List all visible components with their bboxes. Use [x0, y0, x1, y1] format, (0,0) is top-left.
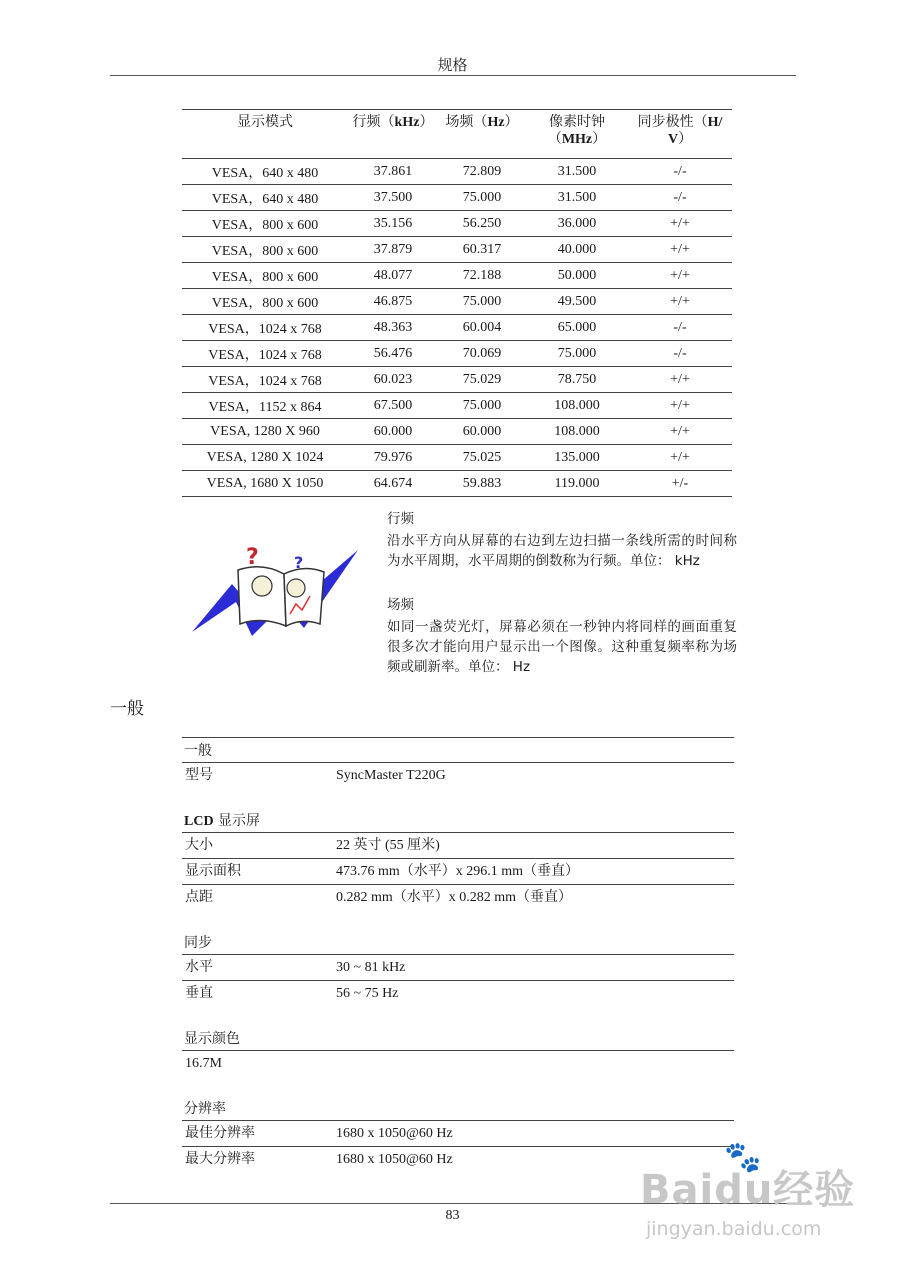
table-row — [182, 185, 732, 211]
character-head-icon — [287, 579, 305, 597]
cell-hfreq: 56.476 — [348, 341, 438, 367]
cell-pixel-clock: 108.000 — [526, 419, 628, 445]
spec-group-title: 分辨率 — [182, 1096, 734, 1121]
page-number: 83 — [445, 1208, 460, 1223]
cell-mode: VESA, 1680 X 1050 — [182, 471, 348, 497]
spec-label: 最大分辨率 — [185, 1151, 255, 1167]
cell-vfreq: 60.317 — [438, 237, 526, 263]
cell-pixel-clock: 31.500 — [526, 159, 628, 185]
spec-group-title: 一般 — [182, 737, 734, 763]
cell-hfreq: 48.363 — [348, 315, 438, 341]
table-row — [182, 419, 732, 445]
spec-label: 水平 — [185, 959, 213, 975]
cell-pixel-clock: 135.000 — [526, 445, 628, 471]
cell-vfreq: 59.883 — [438, 471, 526, 497]
table-row — [182, 159, 732, 185]
spec-general — [182, 737, 734, 788]
header-vfreq: 场频（Hz） — [438, 110, 526, 159]
cell-mode: VESA，1024 x 768 — [182, 315, 348, 341]
question-mark-icon: ? — [246, 545, 259, 570]
table-row — [182, 393, 732, 419]
cell-sync-polarity: -/- — [628, 315, 732, 341]
header-mode: 显示模式 — [182, 110, 348, 159]
cell-mode: VESA，800 x 600 — [182, 289, 348, 315]
spec-row — [182, 885, 734, 910]
cell-sync-polarity: -/- — [628, 341, 732, 367]
cell-pixel-clock: 40.000 — [526, 237, 628, 263]
cell-vfreq: 72.188 — [438, 263, 526, 289]
cell-pixel-clock: 49.500 — [526, 289, 628, 315]
spec-value: 30 ~ 81 kHz — [336, 960, 406, 975]
cell-hfreq: 60.000 — [348, 419, 438, 445]
question-mark-icon: ? — [294, 553, 304, 572]
spec-value: 56 ~ 75 Hz — [336, 986, 399, 1001]
vfreq-title: 场频 — [387, 597, 414, 613]
spec-color — [182, 1026, 734, 1076]
cell-mode: VESA，640 x 480 — [182, 159, 348, 185]
cell-hfreq: 48.077 — [348, 263, 438, 289]
cell-hfreq: 60.023 — [348, 367, 438, 393]
hfreq-explanation — [387, 509, 737, 571]
page-header-title: 规格 — [437, 56, 468, 74]
cell-mode: VESA，1152 x 864 — [182, 393, 348, 419]
cell-hfreq: 37.500 — [348, 185, 438, 211]
table-header-row — [182, 110, 732, 159]
cell-sync-polarity: +/+ — [628, 211, 732, 237]
table-row — [182, 211, 732, 237]
spec-sync — [182, 930, 734, 1006]
spec-value: 22 英寸 (55 厘米) — [336, 838, 440, 853]
cell-vfreq: 75.000 — [438, 289, 526, 315]
spec-group-title: 同步 — [182, 930, 734, 955]
cell-vfreq: 60.004 — [438, 315, 526, 341]
spec-label: 点距 — [185, 889, 213, 905]
hfreq-text: 沿水平方向从屏幕的右边到左边扫描一条线所需的时间称为水平周期，水平周期的倒数称为行频。单位： kHz — [387, 533, 737, 569]
cell-mode: VESA，640 x 480 — [182, 185, 348, 211]
watermark-site: jingyan.baidu.com — [646, 1218, 822, 1240]
cell-vfreq: 72.809 — [438, 159, 526, 185]
cell-vfreq: 56.250 — [438, 211, 526, 237]
spec-row — [182, 1051, 734, 1076]
cell-mode: VESA，800 x 600 — [182, 263, 348, 289]
spec-group-title: 显示颜色 — [182, 1026, 734, 1051]
cell-hfreq: 46.875 — [348, 289, 438, 315]
table-row — [182, 367, 732, 393]
cell-pixel-clock: 119.000 — [526, 471, 628, 497]
header-rule — [110, 75, 796, 76]
spec-label: 大小 — [185, 837, 213, 853]
baidu-watermark — [640, 1140, 860, 1270]
cell-vfreq: 60.000 — [438, 419, 526, 445]
cell-sync-polarity: +/+ — [628, 263, 732, 289]
cell-mode: VESA，1024 x 768 — [182, 367, 348, 393]
cell-mode: VESA, 1280 X 960 — [182, 419, 348, 445]
cell-sync-polarity: -/- — [628, 185, 732, 211]
spec-row — [182, 859, 734, 885]
table-row — [182, 341, 732, 367]
cell-mode: VESA, 1280 X 1024 — [182, 445, 348, 471]
spec-row — [182, 833, 734, 859]
spec-value: 1680 x 1050@60 Hz — [336, 1126, 453, 1141]
cell-hfreq: 67.500 — [348, 393, 438, 419]
cell-sync-polarity: +/+ — [628, 367, 732, 393]
cell-hfreq: 64.674 — [348, 471, 438, 497]
cell-vfreq: 75.000 — [438, 393, 526, 419]
cell-mode: VESA，800 x 600 — [182, 237, 348, 263]
cell-sync-polarity: +/+ — [628, 419, 732, 445]
cell-mode: VESA，800 x 600 — [182, 211, 348, 237]
spec-group-title: LCD 显示屏 — [182, 808, 734, 833]
watermark-logo: Baidu经验 — [640, 1167, 856, 1213]
cell-pixel-clock: 65.000 — [526, 315, 628, 341]
cell-sync-polarity: +/+ — [628, 237, 732, 263]
open-book-right-icon — [284, 568, 324, 626]
table-row — [182, 237, 732, 263]
spec-row — [182, 955, 734, 981]
spec-row — [182, 763, 734, 788]
table-row — [182, 445, 732, 471]
table-row — [182, 289, 732, 315]
spec-value: 0.282 mm（水平）x 0.282 mm（垂直） — [336, 890, 573, 905]
cell-pixel-clock: 31.500 — [526, 185, 628, 211]
spec-label: 型号 — [185, 767, 213, 783]
cell-vfreq: 75.029 — [438, 367, 526, 393]
vfreq-explanation — [387, 595, 737, 677]
cell-hfreq: 35.156 — [348, 211, 438, 237]
cell-pixel-clock: 36.000 — [526, 211, 628, 237]
spec-lcd — [182, 808, 734, 910]
cell-sync-polarity: +/- — [628, 471, 732, 497]
hfreq-title: 行频 — [387, 511, 414, 527]
paw-icon: 🐾 — [724, 1140, 762, 1175]
section-title: 一般 — [110, 699, 144, 719]
question-illustration — [192, 540, 360, 636]
cell-hfreq: 37.879 — [348, 237, 438, 263]
table-row — [182, 471, 732, 497]
header-hfreq: 行频（kHz） — [348, 110, 438, 159]
spec-label: 显示面积 — [185, 863, 241, 879]
cell-sync-polarity: +/+ — [628, 445, 732, 471]
spec-value: SyncMaster T220G — [336, 768, 446, 783]
table-row — [182, 263, 732, 289]
spec-label: 最佳分辨率 — [185, 1125, 255, 1141]
cell-sync-polarity: +/+ — [628, 289, 732, 315]
cell-mode: VESA，1024 x 768 — [182, 341, 348, 367]
cell-vfreq: 75.025 — [438, 445, 526, 471]
spec-value: 1680 x 1050@60 Hz — [336, 1152, 453, 1167]
spec-label: 垂直 — [185, 985, 213, 1001]
cell-pixel-clock: 50.000 — [526, 263, 628, 289]
header-pixel-clock: 像素时钟 （MHz） — [526, 110, 628, 159]
cell-sync-polarity: -/- — [628, 159, 732, 185]
table-row — [182, 315, 732, 341]
cell-hfreq: 79.976 — [348, 445, 438, 471]
cell-vfreq: 75.000 — [438, 185, 526, 211]
spec-value: 16.7M — [185, 1056, 222, 1071]
cell-pixel-clock: 78.750 — [526, 367, 628, 393]
cell-pixel-clock: 75.000 — [526, 341, 628, 367]
cell-hfreq: 37.861 — [348, 159, 438, 185]
spec-row — [182, 981, 734, 1006]
character-head-icon — [252, 576, 272, 596]
cell-pixel-clock: 108.000 — [526, 393, 628, 419]
spec-value: 473.76 mm（水平）x 296.1 mm（垂直） — [336, 864, 580, 879]
header-sync-polarity: 同步极性（H/ V） — [628, 110, 732, 159]
cell-vfreq: 70.069 — [438, 341, 526, 367]
display-modes-table — [182, 109, 732, 497]
vfreq-text: 如同一盏荧光灯，屏幕必须在一秒钟内将同样的画面重复很多次才能向用户显示出一个图像。这种重复频率称为场频或刷新率。单位： Hz — [387, 619, 737, 675]
cell-sync-polarity: +/+ — [628, 393, 732, 419]
